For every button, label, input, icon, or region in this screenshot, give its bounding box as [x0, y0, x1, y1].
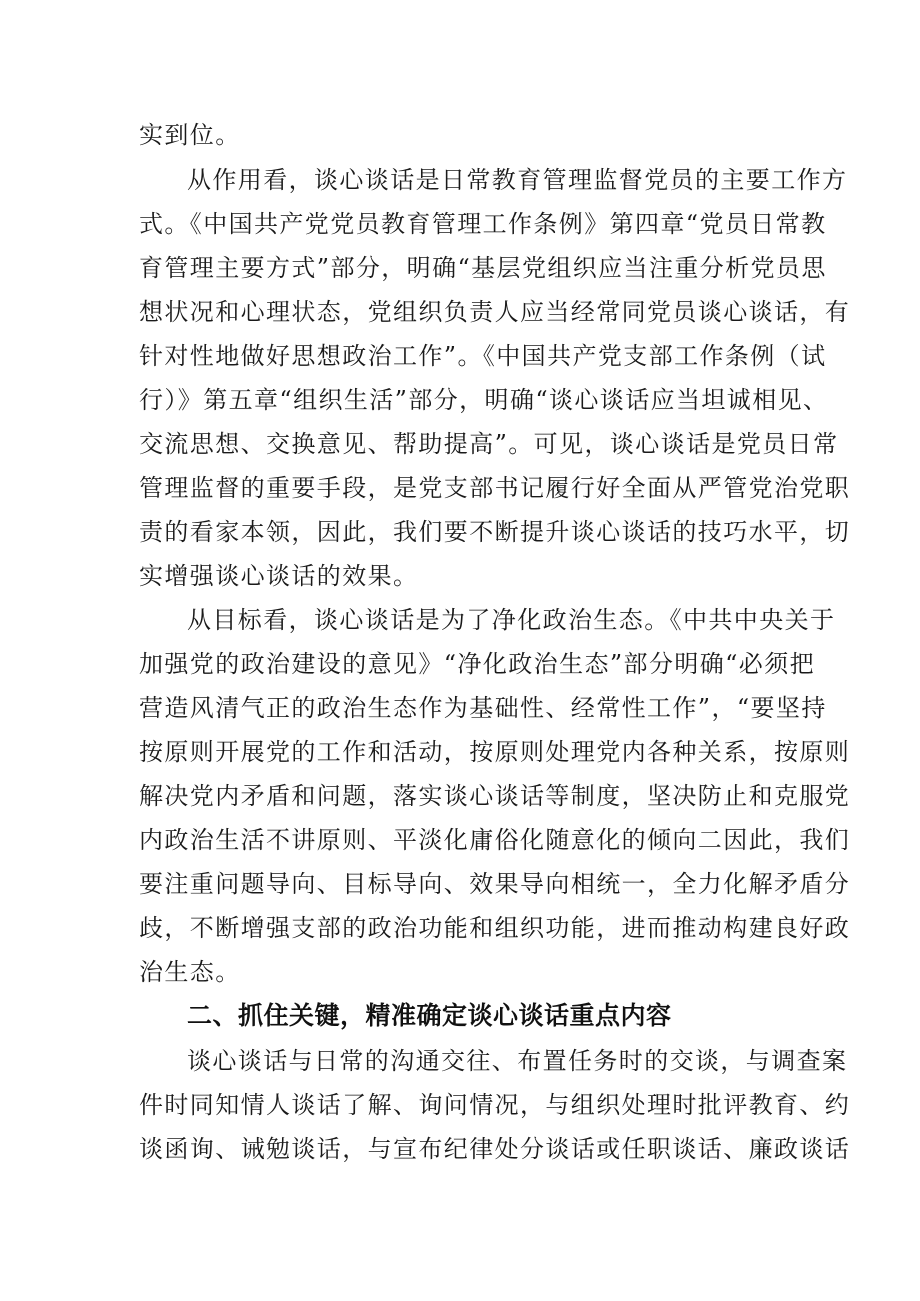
- text-line: 件时同知情人谈话了解、询问情况，与组织处理时批评教育、约: [139, 1091, 851, 1119]
- section-heading: 二、抓住关键，精准确定谈心谈话重点内容: [187, 1001, 672, 1030]
- text-line: 按原则开展党的工作和活动，按原则处理党内各种关系，按原则: [139, 738, 851, 766]
- text-line: 歧，不断增强支部的政治功能和组织功能，进而推动构建良好政: [139, 914, 851, 942]
- text-line: 想状况和心理状态，党组织负责人应当经常同党员谈心谈话，有: [139, 298, 851, 326]
- text-line: 谈函询、诫勉谈话，与宣布纪律处分谈话或任职谈话、廉政谈话: [139, 1135, 851, 1163]
- text-line: 式。《中国共产党党员教育管理工作条例》第四章“党员日常教: [139, 210, 827, 238]
- text-line: 责的看家本领，因此，我们要不断提升谈心谈话的技巧水平，切: [139, 518, 851, 546]
- text-line: 要注重问题导向、目标导向、效果导向相统一，全力化解矛盾分: [139, 870, 851, 898]
- text-line: 实到位。: [139, 121, 241, 149]
- text-line: 营造风清气正的政治生态作为基础性、经常性工作”，“要坚持: [139, 694, 827, 722]
- text-line: 行）》第五章“组织生活”部分，明确“谈心谈话应当坦诚相见、: [139, 386, 829, 414]
- text-line: 加强党的政治建设的意见》“净化政治生态”部分明确“必须把: [139, 650, 816, 678]
- text-line: 内政治生活不讲原则、平淡化庸俗化随意化的倾向二因此，我们: [139, 826, 851, 854]
- text-line: 解决党内矛盾和问题，落实谈心谈话等制度，坚决防止和克服党: [139, 782, 851, 810]
- text-line: 从作用看，谈心谈话是日常教育管理监督党员的主要工作方: [187, 166, 848, 194]
- text-line: 治生态。: [139, 958, 241, 986]
- text-line: 从目标看，谈心谈话是为了净化政治生态。《中共中央关于: [187, 606, 836, 634]
- text-line: 育管理主要方式”部分，明确“基层党组织应当注重分析党员思: [139, 254, 827, 282]
- text-line: 谈心谈话与日常的沟通交往、布置任务时的交谈，与调查案: [187, 1047, 848, 1075]
- text-line: 管理监督的重要手段，是党支部书记履行好全面从严管党治党职: [139, 474, 851, 502]
- text-line: 针对性地做好思想政治工作”。《中国共产党支部工作条例（试: [139, 342, 827, 370]
- text-line: 交流思想、交换意见、帮助提高”。可见，谈心谈话是党员日常: [139, 430, 839, 458]
- text-line: 实增强谈心谈话的效果。: [139, 562, 419, 590]
